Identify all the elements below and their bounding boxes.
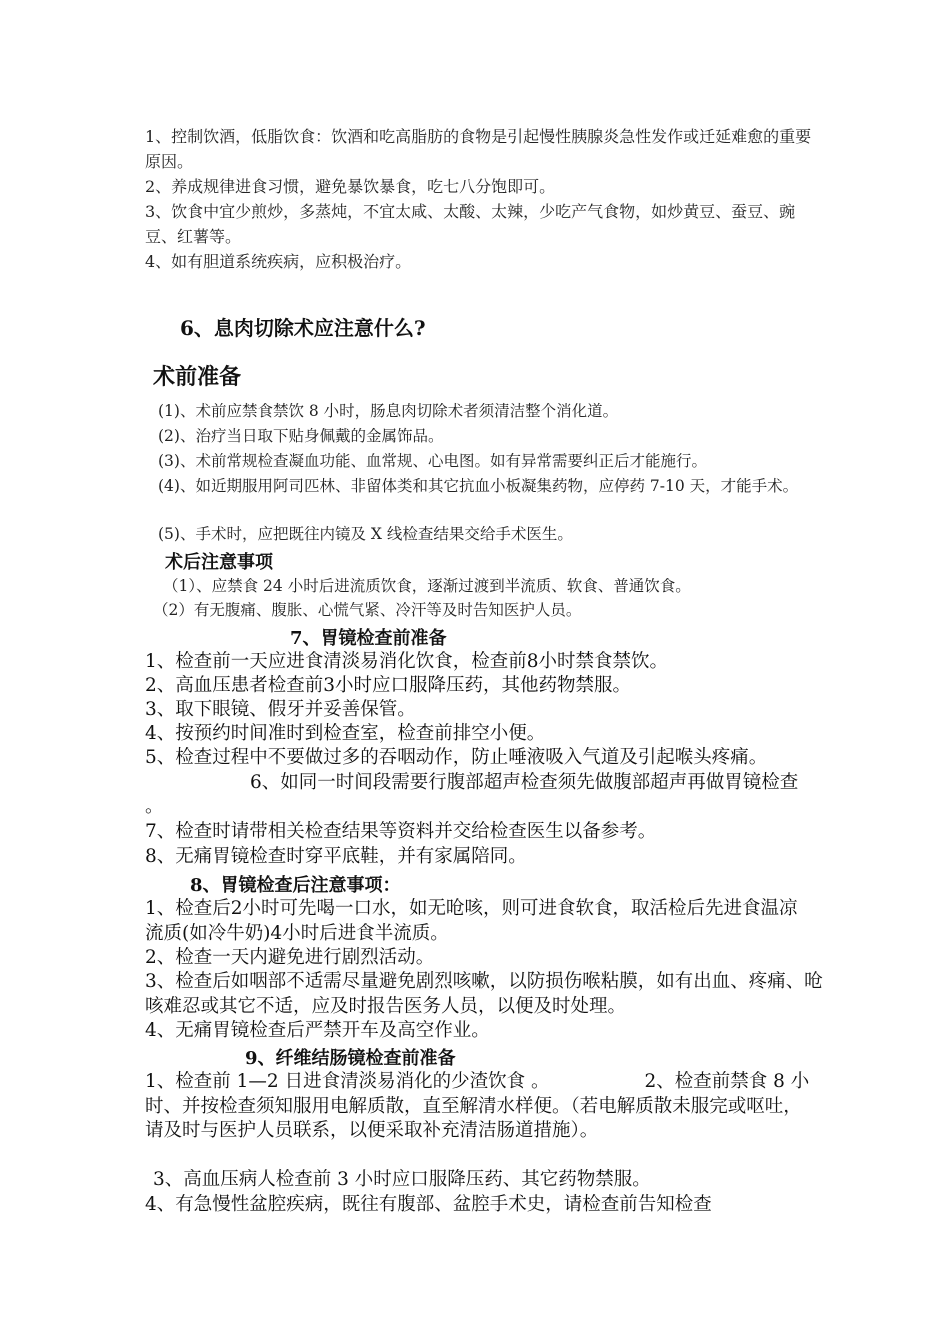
section9-item-combined	[145, 1070, 815, 1144]
post-op-heading: 术后注意事项	[165, 552, 273, 573]
pre-op-heading: 术前准备	[153, 364, 242, 390]
section9-item: 3、高血压病人检查前 3 小时应口服降压药、其它药物禁服。	[153, 1169, 651, 1190]
pre-op-item: (4)、如近期服用阿司匹林、非留体类和其它抗血小板凝集药物，应停药 7-10 天，才能手术。	[158, 477, 799, 495]
post-op-item: （1）、应禁食 24 小时后进流质饮食，逐渐过渡到半流质、软食、普通饮食。	[163, 577, 691, 595]
section7-item: 8、无痛胃镜检查时穿平底鞋，并有家属陪同。	[145, 846, 527, 867]
section8-item: 1、检查后2小时可先喝一口水，如无呛咳，则可进食软食，取活检后先进食温凉流质(如冷牛奶)4小时后进食半流质。	[145, 898, 798, 944]
section8-item: 4、无痛胃镜检查后严禁开车及高空作业。	[145, 1020, 490, 1041]
section7-item: 6、如同一时间段需要行腹部超声检查须先做腹部超声再做胃镜检查 。	[145, 771, 799, 817]
section8-title: 8、胃镜检查后注意事项：	[190, 875, 401, 896]
section9-item: 1、检查前 1—2 日进食清淡易消化的少渣饮食 。	[145, 1071, 550, 1092]
diet-tip: 3、饮食中宜少煎炒，多蒸炖，不宜太咸、太酸、太辣，少吃产气食物，如炒黄豆、蚕豆、豌豆、红薯等。	[145, 202, 796, 246]
section7-title: 7、胃镜检查前准备	[290, 628, 447, 649]
section8-item: 2、检查一天内避免进行剧烈活动。	[145, 947, 435, 968]
diet-tip: 4、如有胆道系统疾病，应积极治疗。	[145, 252, 412, 271]
section9-item: 2、检查前禁食 8 小时、并按检查须知服用电解质散，直至解清水样便。（若电解质散未服完或呕吐，请及时与医护人员联系，以便采取补充清洁肠道措施）。	[145, 1071, 810, 1141]
pre-op-item: (1)、术前应禁食禁饮 8 小时，肠息肉切除术者须清洁整个消化道。	[158, 402, 619, 420]
section9-title: 9、纤维结肠镜检查前准备	[245, 1048, 456, 1069]
pre-op-item: (3)、术前常规检查凝血功能、血常规、心电图。如有异常需要纠正后才能施行。	[158, 452, 707, 470]
section7-item: 2、高血压患者检查前3小时应口服降压药，其他药物禁服。	[145, 675, 632, 696]
section7-item: 3、取下眼镜、假牙并妥善保管。	[145, 699, 416, 720]
section7-item: 5、检查过程中不要做过多的吞咽动作，防止唾液吸入气道及引起喉头疼痛。	[145, 747, 768, 768]
diet-tip: 2、养成规律进食习惯，避免暴饮暴食，吃七八分饱即可。	[145, 177, 556, 196]
section7-item: 1、检查前一天应进食清淡易消化饮食，检查前8小时禁食禁饮。	[145, 651, 669, 672]
pre-op-item: (5)、手术时，应把既往内镜及 X 线检查结果交给手术医生。	[158, 525, 573, 543]
section8-item: 3、检查后如咽部不适需尽量避免剧烈咳嗽，以防损伤喉粘膜，如有出血、疼痛、呛咳难忍或其它不适，应及时报告医务人员，以便及时处理。	[145, 971, 823, 1017]
section7-item: 7、检查时请带相关检查结果等资料并交给检查医生以备参考。	[145, 821, 657, 842]
section7-item: 4、按预约时间准时到检查室，检查前排空小便。	[145, 723, 546, 744]
pre-op-item: (2)、治疗当日取下贴身佩戴的金属饰品。	[158, 427, 444, 445]
section7-item-combined	[145, 746, 815, 820]
section6-title: 6、息肉切除术应注意什么?	[180, 316, 426, 340]
post-op-item: （2）有无腹痛、腹胀、心慌气紧、冷汗等及时告知医护人员。	[153, 601, 582, 619]
section9-item: 4、有急慢性盆腔疾病，既往有腹部、盆腔手术史，请检查前告知检查	[145, 1194, 712, 1215]
diet-tip: 1、控制饮酒，低脂饮食：饮酒和吃高脂肪的食物是引起慢性胰腺炎急性发作或迁延难愈的重要原因。	[145, 127, 812, 171]
